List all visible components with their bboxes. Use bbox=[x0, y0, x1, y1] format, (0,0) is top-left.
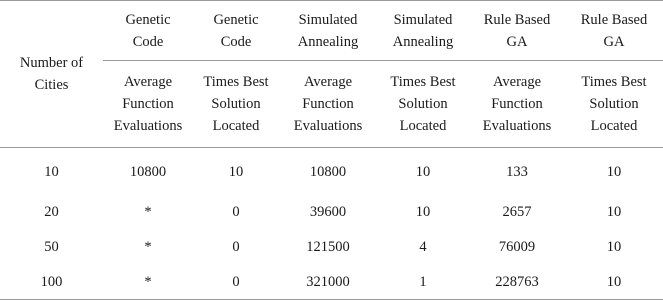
value-cell: 1 bbox=[419, 273, 427, 290]
metric-header-avg-evals-3: Average Function Evaluations bbox=[482, 74, 552, 134]
metric-header-times-best-2: Times Best Solution Located bbox=[390, 74, 456, 134]
value-cell: 4 bbox=[419, 238, 427, 255]
value-cell: 10800 bbox=[129, 164, 167, 180]
value-cell: 10 bbox=[228, 164, 244, 180]
table-row bbox=[0, 148, 663, 195]
value-cell: 76009 bbox=[498, 238, 536, 255]
value-cell: 0 bbox=[232, 273, 240, 290]
metric-header-avg-evals-2: Average Function Evaluations bbox=[293, 74, 363, 134]
group-header-rule-based-ga-2: Rule Based GA bbox=[580, 11, 648, 50]
value-cell: 0 bbox=[232, 203, 240, 220]
value-cell: 10 bbox=[606, 164, 622, 180]
metric-header-cell bbox=[565, 61, 663, 148]
metric-header-times-best-3: Times Best Solution Located bbox=[581, 74, 647, 134]
group-header-cell bbox=[469, 1, 565, 61]
table-row bbox=[0, 194, 663, 229]
value-cell: 228763 bbox=[495, 273, 539, 290]
group-header-genetic-code-1: Genetic Code bbox=[125, 11, 171, 50]
value-cell: 121500 bbox=[306, 238, 350, 255]
group-header-row bbox=[0, 1, 663, 61]
group-header-cell bbox=[377, 1, 469, 61]
value-cell: 10 bbox=[415, 164, 431, 180]
value-cell: 321000 bbox=[306, 273, 350, 290]
value-cell: 10 bbox=[415, 203, 431, 220]
cities-cell: 50 bbox=[44, 238, 59, 255]
cities-cell: 100 bbox=[40, 273, 63, 290]
table-row bbox=[0, 264, 663, 300]
group-header-cell bbox=[565, 1, 663, 61]
metric-header-times-best-1: Times Best Solution Located bbox=[203, 74, 269, 134]
metric-header-cell bbox=[193, 61, 279, 148]
value-cell: * bbox=[144, 273, 152, 290]
value-cell: 0 bbox=[232, 238, 240, 255]
value-cell: 10 bbox=[606, 203, 622, 220]
row-header-cell bbox=[0, 1, 103, 148]
group-header-simulated-annealing-2: Simulated Annealing bbox=[392, 11, 454, 50]
group-header-cell bbox=[193, 1, 279, 61]
table-row bbox=[0, 229, 663, 264]
value-cell: 10 bbox=[606, 273, 622, 290]
group-header-cell bbox=[103, 1, 193, 61]
value-cell: 133 bbox=[506, 164, 528, 180]
group-header-rule-based-ga-1: Rule Based GA bbox=[483, 11, 551, 50]
metric-header-cell bbox=[279, 61, 377, 148]
cities-cell: 20 bbox=[44, 203, 59, 220]
metric-header-cell bbox=[103, 61, 193, 148]
metric-header-avg-evals-1: Average Function Evaluations bbox=[113, 74, 183, 134]
value-cell: * bbox=[144, 238, 152, 255]
group-header-genetic-code-2: Genetic Code bbox=[213, 11, 259, 50]
cities-cell: 10 bbox=[44, 164, 59, 180]
row-header-label: Number of Cities bbox=[19, 55, 84, 93]
group-header-cell bbox=[279, 1, 377, 61]
value-cell: 10800 bbox=[309, 164, 347, 180]
metric-header-cell bbox=[377, 61, 469, 148]
metric-header-cell bbox=[469, 61, 565, 148]
value-cell: 2657 bbox=[502, 203, 532, 220]
value-cell: * bbox=[144, 203, 152, 220]
group-header-simulated-annealing-1: Simulated Annealing bbox=[297, 11, 359, 50]
value-cell: 10 bbox=[606, 238, 622, 255]
value-cell: 39600 bbox=[309, 203, 347, 220]
